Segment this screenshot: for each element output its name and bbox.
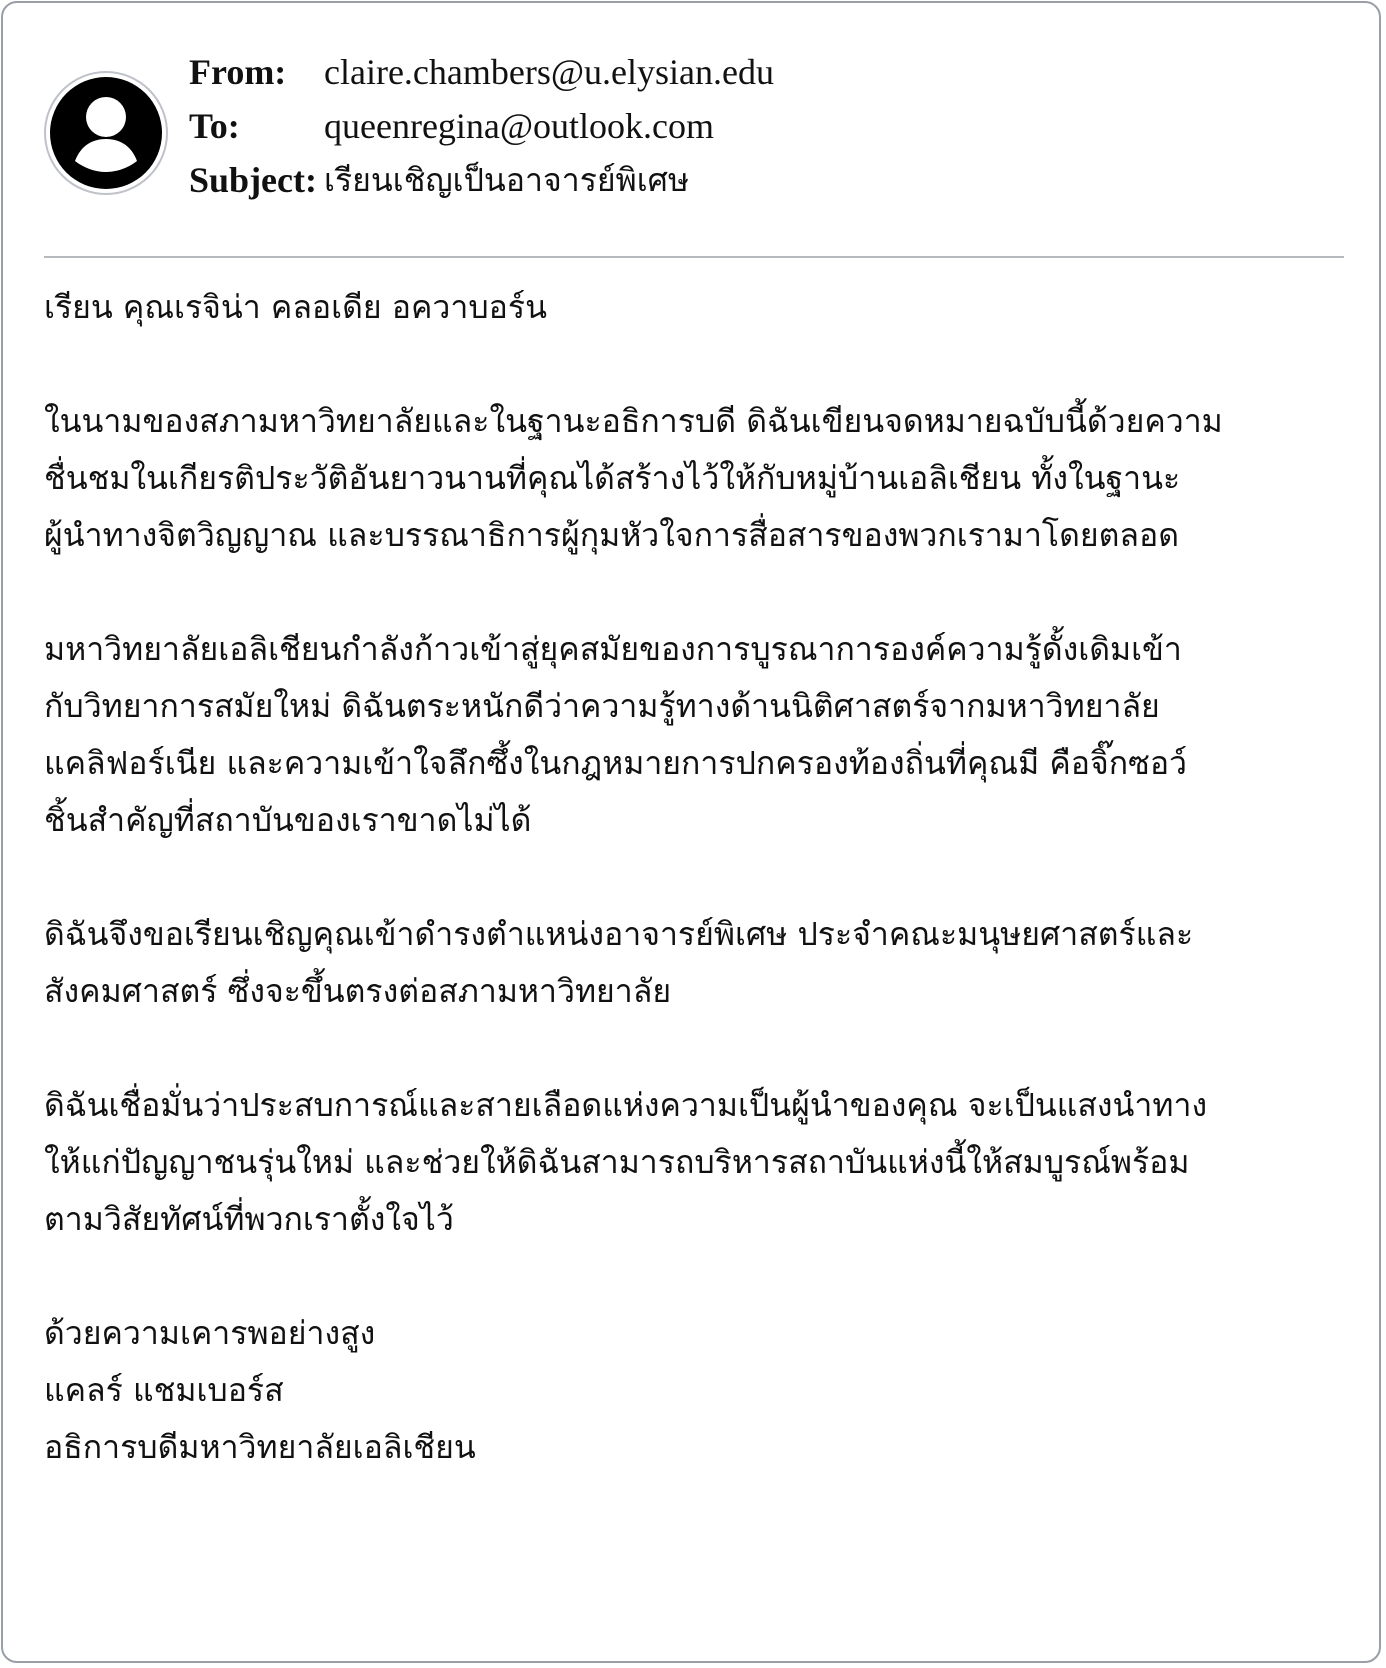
- subject-label: Subject:: [189, 160, 317, 200]
- from-address: claire.chambers@u.elysian.edu: [324, 52, 774, 92]
- email-metadata: [189, 45, 1289, 207]
- header-divider: [44, 256, 1344, 258]
- to-row: [189, 99, 1289, 153]
- subject-row: [189, 153, 1289, 207]
- from-label: From:: [189, 52, 287, 92]
- body-paragraph-1: [44, 393, 1344, 564]
- body-line: มหาวิทยาลัยเอลิเชียนกำลังก้าวเข้าสู่ยุคสมัยของการบูรณาการองค์ความรู้ดั้งเดิมเข้า: [44, 630, 1182, 668]
- body-line: ดิฉันจึงขอเรียนเชิญคุณเข้าดำรงตำแหน่งอาจารย์พิเศษ ประจำคณะมนุษยศาสตร์และ: [44, 915, 1194, 953]
- email-card: [1, 1, 1381, 1663]
- body-paragraph-4: [44, 1077, 1344, 1248]
- user-avatar-icon: [50, 77, 162, 189]
- signature-name: แคลร์ แชมเบอร์ส: [44, 1371, 284, 1409]
- body-line: แคลิฟอร์เนีย และความเข้าใจลึกซึ้งในกฎหมายการปกครองท้องถิ่นที่คุณมี คือจิ๊กซอว์: [44, 744, 1187, 782]
- body-line: ตามวิสัยทัศน์ที่พวกเราตั้งใจไว้: [44, 1200, 454, 1238]
- body-line: ดิฉันเชื่อมั่นว่าประสบการณ์และสายเลือดแห่งความเป็นผู้นำของคุณ จะเป็นแสงนำทาง: [44, 1086, 1208, 1124]
- email-body: [44, 279, 1344, 1476]
- body-paragraph-3: [44, 906, 1344, 1020]
- body-line: ให้แก่ปัญญาชนรุ่นใหม่ และช่วยให้ดิฉันสามารถบริหารสถาบันแห่งนี้ให้สมบูรณ์พร้อม: [44, 1143, 1190, 1181]
- body-line: ในนามของสภามหาวิทยาลัยและในฐานะอธิการบดี ดิฉันเขียนจดหมายฉบับนี้ด้วยความ: [44, 402, 1223, 440]
- body-line: สังคมศาสตร์ ซึ่งจะขึ้นตรงต่อสภามหาวิทยาลัย: [44, 972, 672, 1010]
- from-row: [189, 45, 1289, 99]
- body-line: ชิ้นสำคัญที่สถาบันของเราขาดไม่ได้: [44, 801, 532, 839]
- signature-title: อธิการบดีมหาวิทยาลัยเอลิเชียน: [44, 1428, 476, 1466]
- to-address: queenregina@outlook.com: [324, 106, 715, 146]
- to-label: To:: [189, 106, 240, 146]
- body-line: ผู้นำทางจิตวิญญาณ และบรรณาธิการผู้กุมหัวใจการสื่อสารของพวกเรามาโดยตลอด: [44, 516, 1180, 554]
- body-line: กับวิทยาการสมัยใหม่ ดิฉันตระหนักดีว่าความรู้ทางด้านนิติศาสตร์จากมหาวิทยาลัย: [44, 687, 1160, 725]
- body-paragraph-2: [44, 621, 1344, 849]
- closing-text: ด้วยความเคารพอย่างสูง: [44, 1314, 376, 1352]
- body-line: ชื่นชมในเกียรติประวัติอันยาวนานที่คุณได้สร้างไว้ให้กับหมู่บ้านเอลิเชียน ทั้งในฐานะ: [44, 459, 1181, 497]
- subject-text: เรียนเชิญเป็นอาจารย์พิเศษ: [324, 161, 690, 199]
- salutation: เรียน คุณเรจิน่า คลอเดีย อควาบอร์น: [44, 288, 547, 326]
- sender-avatar: [44, 71, 168, 195]
- email-closing: [44, 1305, 1344, 1476]
- email-header: [44, 45, 1344, 225]
